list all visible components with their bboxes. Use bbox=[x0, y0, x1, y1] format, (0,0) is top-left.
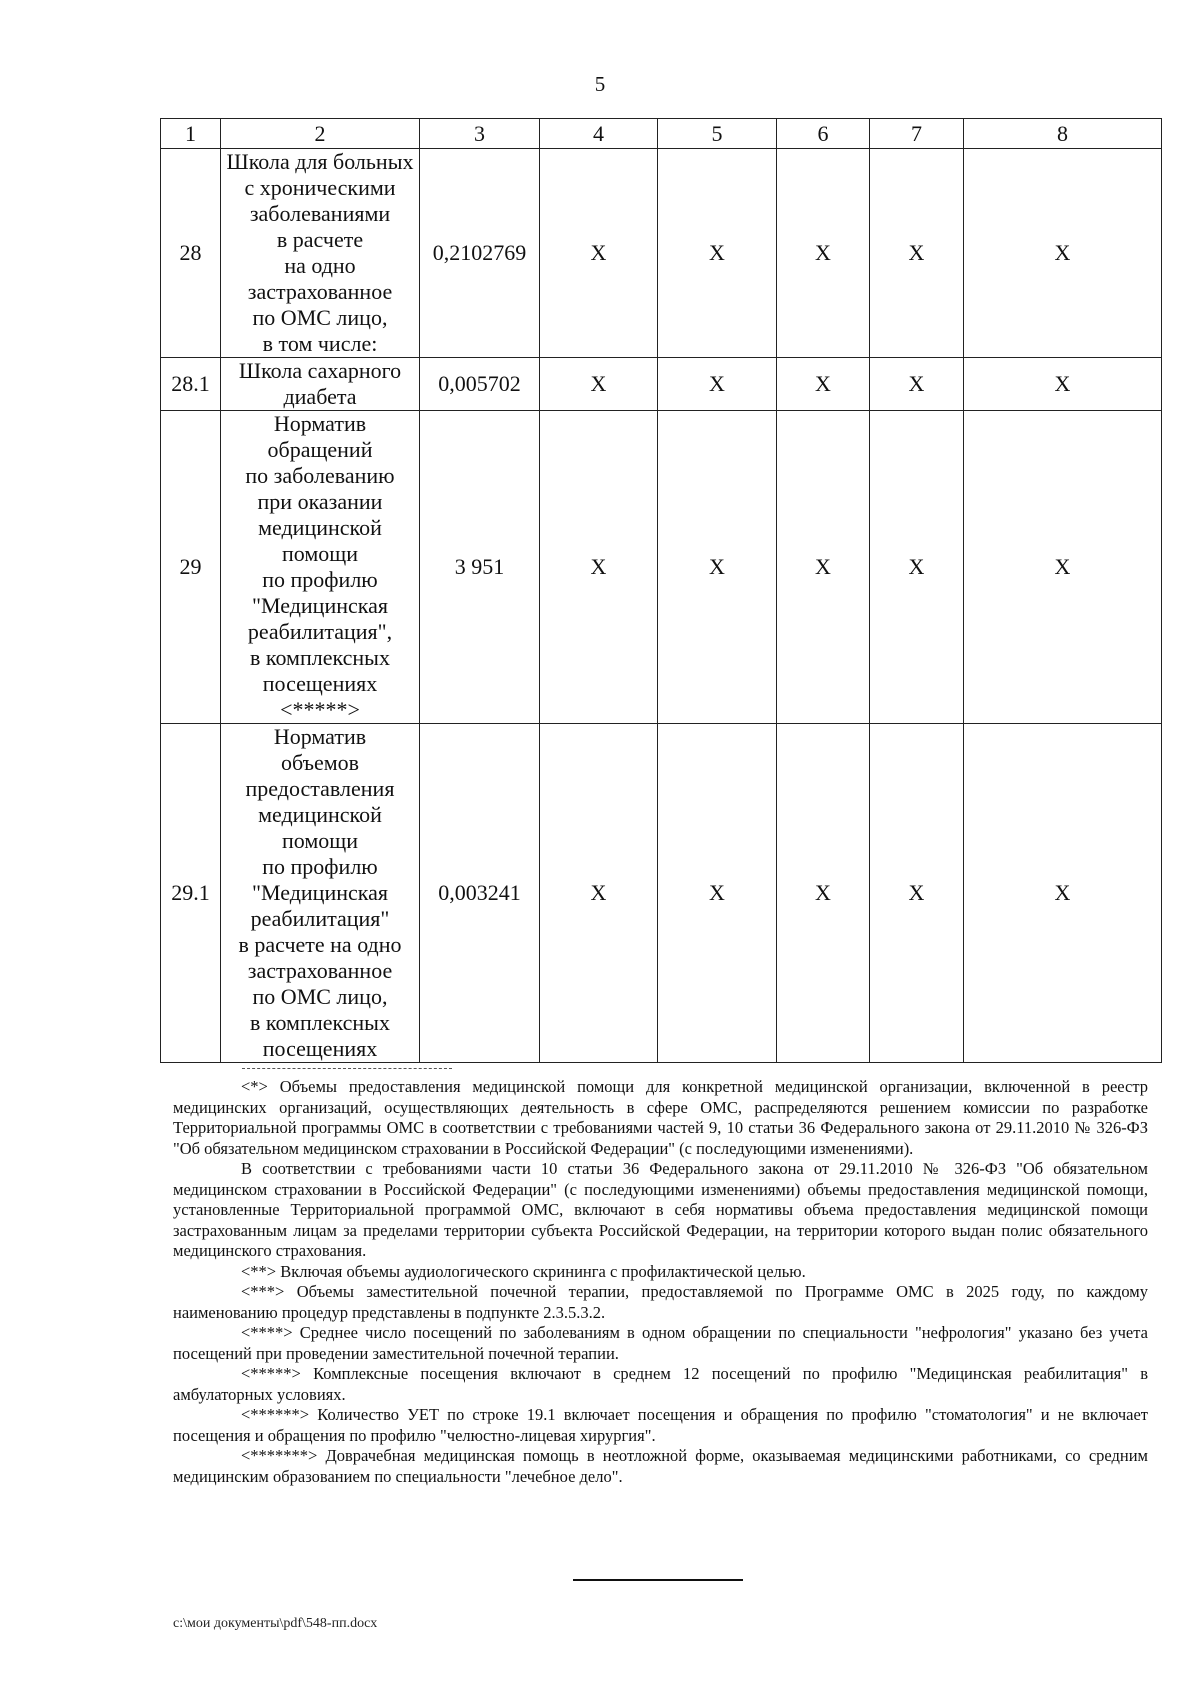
cell-x: Х bbox=[964, 149, 1162, 358]
cell-x: Х bbox=[964, 724, 1162, 1063]
row-number: 28.1 bbox=[161, 358, 221, 411]
row-description: Школа для больных с хроническими заболеваниями в расчете на одно застрахованное по ОМС лицо, в том числе: bbox=[221, 149, 420, 358]
row-number: 29 bbox=[161, 411, 221, 724]
cell-x: Х bbox=[658, 358, 777, 411]
table-row bbox=[161, 358, 1162, 411]
cell-x: Х bbox=[870, 358, 964, 411]
cell-x: Х bbox=[540, 724, 658, 1063]
cell-x: Х bbox=[777, 149, 870, 358]
cell-x: Х bbox=[964, 411, 1162, 724]
footnote: <****> Среднее число посещений по заболеваниям в одном обращении по специальности "нефрология" указано без учета посещений при проведении заместительной почечной терапии. bbox=[173, 1323, 1148, 1363]
row-description: Норматив объемов предоставления медицинской помощи по профилю "Медицинская реабилитация" в расчете на одно застрахованное по ОМС лицо, в комплексных посещениях bbox=[221, 724, 420, 1063]
column-header: 2 bbox=[221, 119, 420, 149]
cell-x: Х bbox=[540, 358, 658, 411]
cell-x: Х bbox=[870, 411, 964, 724]
column-header: 1 bbox=[161, 119, 221, 149]
footnote-separator bbox=[242, 1068, 452, 1069]
page-number: 5 bbox=[594, 72, 606, 96]
row-value: 3 951 bbox=[420, 411, 540, 724]
cell-x: Х bbox=[540, 149, 658, 358]
footnote: В соответствии с требованиями части 10 статьи 36 Федерального закона от 29.11.2010 № 326-ФЗ "Об обязательном медицинском страховании в Российской Федерации" (с последующими изменениями) объемы предоставления медицинской помощи, установленные Территориальной программой ОМС, включают в себя нормативы объема предоставления медицинской помощи застрахованным лицам за пределами территории субъекта Российской Федерации, на территории которого выдан полис обязательного медицинского страхования. bbox=[173, 1159, 1148, 1260]
table-row bbox=[161, 411, 1162, 724]
column-header: 3 bbox=[420, 119, 540, 149]
cell-x: Х bbox=[870, 149, 964, 358]
column-header: 6 bbox=[777, 119, 870, 149]
standards-table bbox=[160, 118, 1162, 1063]
footnote: <*> Объемы предоставления медицинской помощи для конкретной медицинской организации, включенной в реестр медицинских организаций, осуществляющих деятельность в сфере ОМС, распределяются решением комиссии по разработке Территориальной программы ОМС в соответствии с требованиями частей 9, 10 статьи 36 Федерального закона от 29.11.2010 № 326-ФЗ "Об обязательном медицинском страховании в Российской Федерации" (с последующими изменениями). bbox=[173, 1077, 1148, 1158]
row-number: 28 bbox=[161, 149, 221, 358]
table-row bbox=[161, 724, 1162, 1063]
footnote: <******> Количество УЕТ по строке 19.1 включает посещения и обращения по профилю "стоматология" и не включает посещения и обращения по профилю "челюстно-лицевая хирургия". bbox=[173, 1405, 1148, 1445]
cell-x: Х bbox=[658, 149, 777, 358]
row-description: Норматив обращений по заболеванию при оказании медицинской помощи по профилю "Медицинская реабилитация", в комплексных посещениях <*****> bbox=[221, 411, 420, 724]
footnote: <**> Включая объемы аудиологического скрининга с профилактической целью. bbox=[241, 1261, 806, 1281]
cell-x: Х bbox=[540, 411, 658, 724]
cell-x: Х bbox=[777, 358, 870, 411]
footnote: <*****> Комплексные посещения включают в среднем 12 посещений по профилю "Медицинская реабилитация" в амбулаторных условиях. bbox=[173, 1364, 1148, 1404]
cell-x: Х bbox=[658, 411, 777, 724]
column-header: 8 bbox=[964, 119, 1162, 149]
footnote: <***> Объемы заместительной почечной терапии, предоставляемой по Программе ОМС в 2025 году, по каждому наименованию процедур представлены в подпункте 2.3.5.3.2. bbox=[173, 1282, 1148, 1322]
row-description: Школа сахарного диабета bbox=[221, 358, 420, 411]
column-header: 4 bbox=[540, 119, 658, 149]
file-path: c:\мои документы\pdf\548-пп.docx bbox=[173, 1616, 378, 1631]
cell-x: Х bbox=[777, 724, 870, 1063]
table-row bbox=[161, 149, 1162, 358]
footnote: <*******> Доврачебная медицинская помощь в неотложной форме, оказываемая медицинскими работниками, со средним медицинским образованием по специальности "лечебное дело". bbox=[173, 1446, 1148, 1486]
row-value: 0,2102769 bbox=[420, 149, 540, 358]
cell-x: Х bbox=[777, 411, 870, 724]
table-header-row bbox=[161, 119, 1162, 149]
row-number: 29.1 bbox=[161, 724, 221, 1063]
cell-x: Х bbox=[964, 358, 1162, 411]
footnotes bbox=[173, 1068, 1148, 1487]
column-header: 5 bbox=[658, 119, 777, 149]
cell-x: Х bbox=[658, 724, 777, 1063]
end-rule bbox=[573, 1579, 743, 1581]
cell-x: Х bbox=[870, 724, 964, 1063]
row-value: 0,003241 bbox=[420, 724, 540, 1063]
column-header: 7 bbox=[870, 119, 964, 149]
row-value: 0,005702 bbox=[420, 358, 540, 411]
